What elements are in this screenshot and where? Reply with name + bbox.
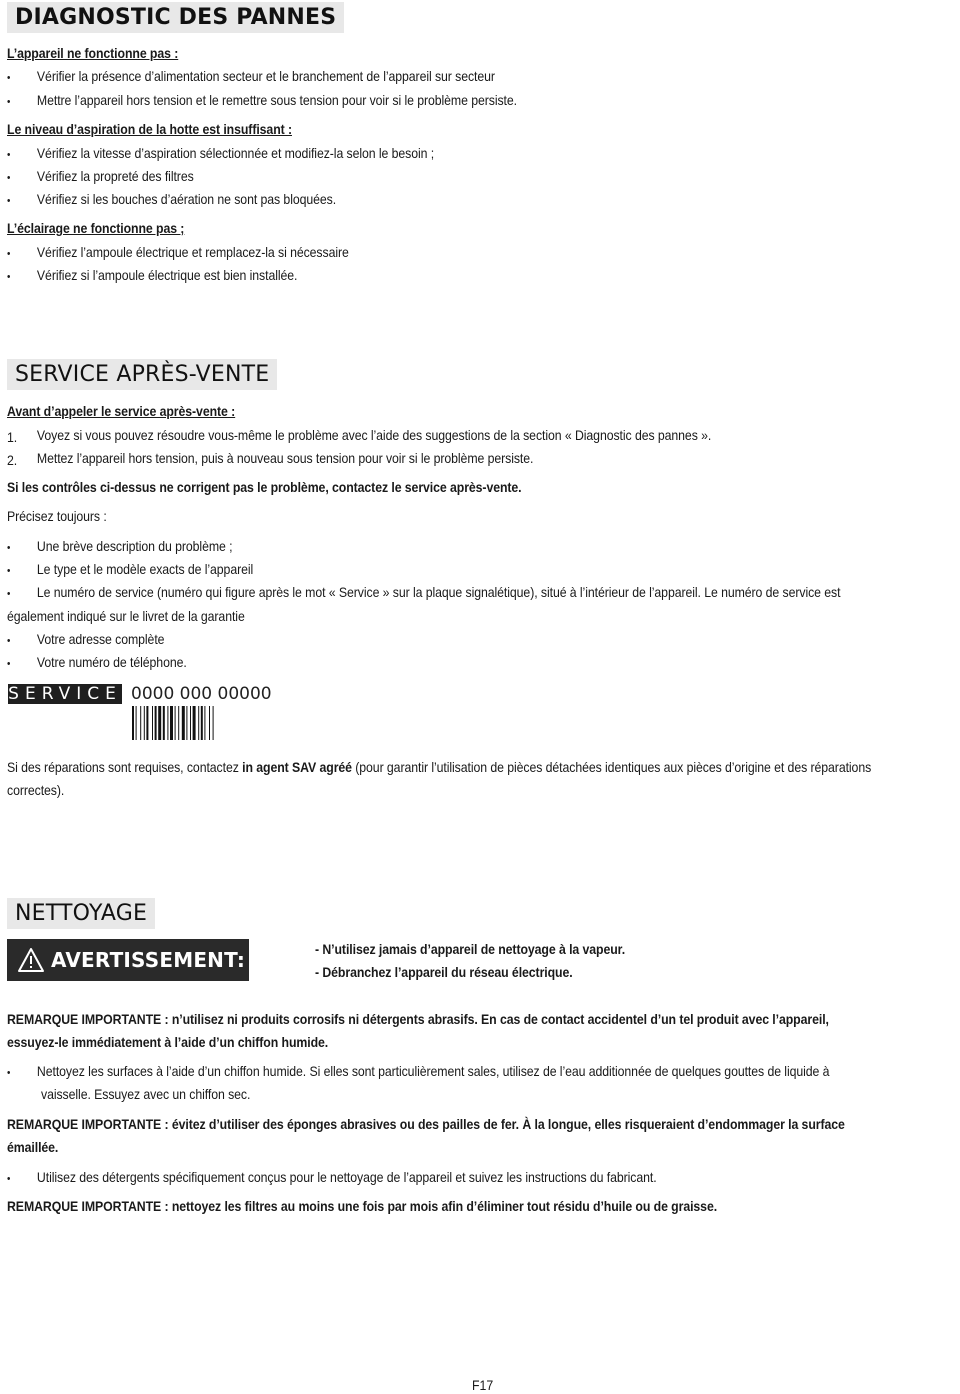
barcode-bar xyxy=(190,706,191,740)
barcode-bar xyxy=(209,706,210,740)
list-item: • Votre numéro de téléphone. xyxy=(7,652,187,672)
service-heading: Avant d’appeler le service après-vente : xyxy=(7,403,236,419)
barcode-bar xyxy=(144,706,145,740)
service-bold-note: Si les contrôles ci-dessus ne corrigent pas le problème, contactez le service après-vente. xyxy=(7,479,522,495)
barcode-bar xyxy=(204,706,205,740)
diagnostic-heading-3: L’éclairage ne fonctionne pas ; xyxy=(7,220,185,236)
cleaning-title: NETTOYAGE xyxy=(7,898,155,929)
warning-line: - N’utilisez jamais d’appareil de nettoyage à la vapeur. xyxy=(315,941,626,957)
diagnostic-heading-2: Le niveau d’aspiration de la hotte est insuffisant : xyxy=(7,121,292,137)
list-item: • Le numéro de service (numéro qui figure après le mot « Service » sur la plaque signalétique), situé à l’intérieur de l’appareil. Le numéro de service est xyxy=(7,582,840,602)
barcode-bar xyxy=(140,706,141,740)
service-title: SERVICE APRÈS-VENTE xyxy=(7,359,277,390)
barcode-bar xyxy=(152,706,153,740)
barcode-bar xyxy=(136,706,137,740)
list-item: • Nettoyez les surfaces à l’aide d’un chiffon humide. Si elles sont particulièrement sales, utilisez de l’eau additionnée de quelques gouttes de liquide à xyxy=(7,1061,829,1081)
barcode-bar xyxy=(178,706,179,740)
warning-banner xyxy=(7,939,249,981)
warning-line: - Débranchez l’appareil du réseau électrique. xyxy=(315,964,573,980)
barcode-bar xyxy=(193,706,196,740)
important-note-1-cont: essuyez-le immédiatement à l’aide d’un chiffon humide. xyxy=(7,1034,329,1050)
list-item: • Vérifiez la propreté des filtres xyxy=(7,166,194,186)
repair-text: Si des réparations sont requises, contactez in agent SAV agréé (pour garantir l’utilisation de pièces détachées identiques aux pièces d’origine et des réparations xyxy=(7,759,872,775)
warning-label: AVERTISSEMENT: xyxy=(51,948,246,972)
list-item: • Votre adresse complète xyxy=(7,629,164,649)
repair-text-continuation: correctes). xyxy=(7,782,65,798)
list-item: • Vérifiez la vitesse d’aspiration sélectionnée et modifiez-la selon le besoin ; xyxy=(7,143,434,163)
list-item: • Une brève description du problème ; xyxy=(7,536,232,556)
barcode-bar xyxy=(132,706,134,740)
service-label-box: SERVICE xyxy=(8,684,122,704)
list-item: • Vérifiez l’ampoule électrique et remplacez-la si nécessaire xyxy=(7,242,349,262)
barcode-bar xyxy=(198,706,199,740)
important-note-2-cont: émaillée. xyxy=(7,1139,59,1155)
barcode-icon xyxy=(132,706,268,740)
barcode-bar xyxy=(182,706,185,740)
service-label-number: 0000 000 00000 xyxy=(131,684,272,704)
list-item: • Le type et le modèle exacts de l’appareil xyxy=(7,559,253,579)
barcode-bar xyxy=(155,706,157,740)
barcode-bar xyxy=(158,706,161,740)
list-item: • Vérifier la présence d’alimentation secteur et le branchement de l’appareil sur secteur xyxy=(7,66,495,86)
barcode-bar xyxy=(186,706,187,740)
list-item-continuation: vaisselle. Essuyez avec un chiffon sec. xyxy=(41,1086,251,1102)
diagnostic-title: DIAGNOSTIC DES PANNES xyxy=(7,2,344,33)
barcode-bar xyxy=(170,706,173,740)
list-item: • Utilisez des détergents spécifiquement conçus pour le nettoyage de l’appareil et suivez les instructions du fabricant. xyxy=(7,1167,657,1187)
service-step: 1. Voyez si vous pouvez résoudre vous-même le problème avec l’aide des suggestions de la section « Diagnostic des pannes ». xyxy=(7,427,712,445)
barcode-bar xyxy=(201,706,203,740)
important-note-3: REMARQUE IMPORTANTE : nettoyez les filtres au moins une fois par mois afin d’éliminer tout résidu d’huile ou de graisse. xyxy=(7,1198,718,1214)
barcode-bar xyxy=(146,706,148,740)
barcode-bar xyxy=(213,706,214,740)
barcode-bar xyxy=(163,706,165,740)
page-number: F17 xyxy=(472,1377,494,1393)
barcode-bar xyxy=(175,706,176,740)
warning-triangle-icon xyxy=(17,946,45,974)
barcode-bar xyxy=(167,706,168,740)
list-item: • Mettre l’appareil hors tension et le remettre sous tension pour voir si le problème persiste. xyxy=(7,90,517,110)
diagnostic-heading-1: L’appareil ne fonctionne pas : xyxy=(7,45,179,61)
important-note-2: REMARQUE IMPORTANTE : évitez d’utiliser des éponges abrasives ou des pailles de fer. À la longue, elles risqueraient d’endommager la surface xyxy=(7,1116,845,1132)
list-item-continuation: également indiqué sur le livret de la garantie xyxy=(7,608,245,624)
list-item: • Vérifiez si les bouches d’aération ne sont pas bloquées. xyxy=(7,189,336,209)
important-note-1: REMARQUE IMPORTANTE : n’utilisez ni produits corrosifs ni détergents abrasifs. En cas de contact accidentel d’un tel produit avec l’appareil, xyxy=(7,1011,829,1027)
service-step: 2. Mettez l’appareil hors tension, puis à nouveau sous tension pour voir si le problème persiste. xyxy=(7,450,534,468)
service-specify: Précisez toujours : xyxy=(7,508,107,524)
list-item: • Vérifiez si l’ampoule électrique est bien installée. xyxy=(7,265,297,285)
